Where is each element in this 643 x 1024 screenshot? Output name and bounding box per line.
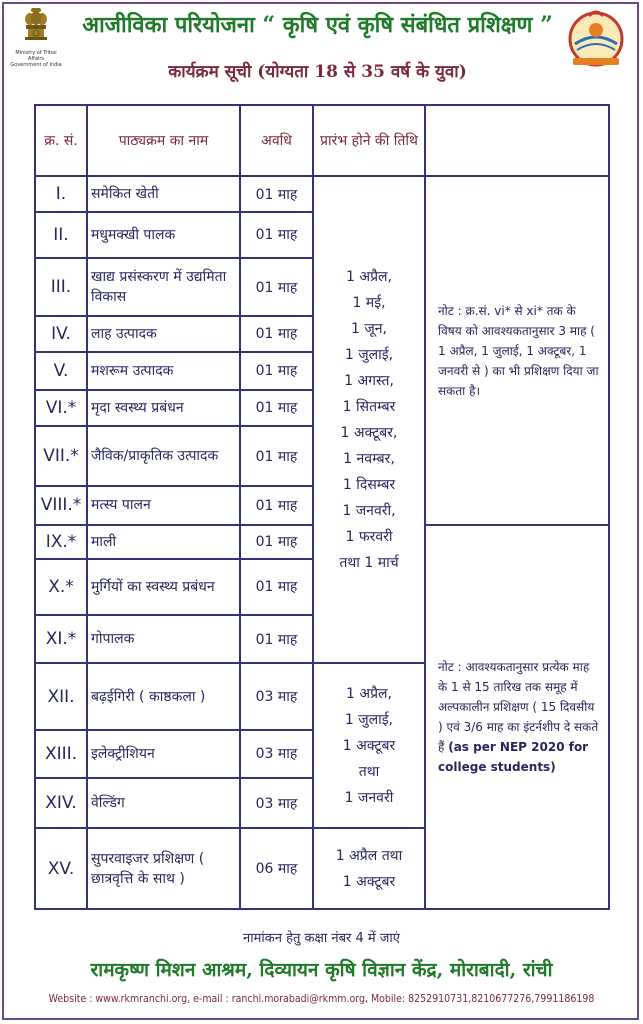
ramakrishna-mission-logo <box>565 8 627 70</box>
row-sno: III. <box>35 258 87 316</box>
date-line: 1 जुलाई, <box>344 711 394 728</box>
row-course: माली <box>87 525 240 559</box>
row-sno: VI.* <box>35 390 87 426</box>
row-duration: 01 माह <box>240 615 313 663</box>
date-line: 1 अगस्त, <box>344 372 394 389</box>
date-line: 1 जून, <box>351 320 387 337</box>
row-course: समेकित खेती <box>87 176 240 211</box>
row-sno: II. <box>35 212 87 258</box>
row-sno: VIII.* <box>35 486 87 524</box>
date-line: 1 अप्रैल, <box>346 685 392 702</box>
date-line: 1 दिसम्बर <box>342 476 396 493</box>
row-sno: IV. <box>35 316 87 351</box>
note-short-training: नोट : क्र.सं. vi* से xi* तक के विषय को आवश्यकतानुसार 3 माह ( 1 अप्रैल, 1 जुलाई, 1 अक्टूबर, 1 जनवरी से ) का भी प्रशिक्षण दिया जा सकता है। <box>425 176 609 524</box>
row-course: जैविक/प्राकृतिक उत्पादक <box>87 426 240 486</box>
row-course: इलेक्ट्रीशियन <box>87 730 240 778</box>
row-duration: 03 माह <box>240 663 313 729</box>
date-line: 1 मई, <box>352 294 386 311</box>
ashoka-emblem-icon <box>19 6 53 46</box>
row-sno: XIV. <box>35 778 87 828</box>
page-subtitle: कार्यक्रम सूची (योग्यता 18 से 35 वर्ष के युवा) <box>168 62 467 82</box>
header-course: पाठ्यक्रम का नाम <box>87 105 240 176</box>
row-sno: XII. <box>35 663 87 729</box>
header-sno: क्र. सं. <box>35 105 87 176</box>
row-duration: 03 माह <box>240 730 313 778</box>
table-row <box>35 176 609 211</box>
date-line: 1 नवम्बर, <box>343 450 395 467</box>
emblem-caption-government: Government of India <box>10 62 62 68</box>
date-line: 1 अक्टूबर, <box>340 424 398 441</box>
start-dates-half-yearly <box>313 828 425 909</box>
row-sno: XI.* <box>35 615 87 663</box>
row-duration: 01 माह <box>240 559 313 615</box>
row-duration: 01 माह <box>240 176 313 211</box>
note-internship-english: (as per NEP 2020 for college students) <box>438 739 589 774</box>
row-duration: 01 माह <box>240 426 313 486</box>
row-sno: I. <box>35 176 87 211</box>
row-duration: 01 माह <box>240 352 313 390</box>
table-header-row <box>35 105 609 176</box>
row-course: मृदा स्वस्थ्य प्रबंधन <box>87 390 240 426</box>
date-line: 1 अप्रैल, <box>346 268 392 285</box>
date-line: 1 अक्टूबर <box>342 873 396 890</box>
row-course: गोपालक <box>87 615 240 663</box>
course-schedule-table <box>34 104 610 910</box>
row-course: खाद्य प्रसंस्करण में उद्यमिता विकास <box>87 258 240 316</box>
row-duration: 01 माह <box>240 525 313 559</box>
row-sno: XV. <box>35 828 87 909</box>
date-line: 1 फरवरी <box>345 528 393 545</box>
contact-line: Website : www.rkmranchi.org, e-mail : ranchi.morabadi@rkmm.org, Mobile: 8252910731,8210677276,7991186198 <box>48 993 595 1005</box>
header-start-date: प्रारंभ होने की तिथि <box>313 105 425 176</box>
row-duration: 03 माह <box>240 778 313 828</box>
page-title: आजीविका परियोजना “ कृषि एवं कृषि संबंधित प्रशिक्षण ” <box>82 12 553 38</box>
row-sno: VII.* <box>35 426 87 486</box>
date-line: 1 अक्टूबर <box>342 737 396 754</box>
date-line: 1 सितम्बर <box>342 398 396 415</box>
row-course: लाह उत्पादक <box>87 316 240 351</box>
start-dates-quarterly <box>313 663 425 828</box>
date-line: तथा <box>358 763 380 780</box>
date-line: 1 जनवरी <box>344 789 394 806</box>
row-sno: X.* <box>35 559 87 615</box>
note-internship-hindi: नोट : आवश्यकतानुसार प्रत्येक माह के 1 से 15 तारिख तक समूह में अल्पकालीन प्रशिक्षण ( 15 दिवसीय ) एवं 3/6 माह का इंटर्नशीप दे सकते हैं <box>438 659 599 754</box>
row-duration: 01 माह <box>240 212 313 258</box>
start-dates-monthly <box>313 176 425 663</box>
date-line: तथा 1 मार्च <box>339 554 399 571</box>
row-course: सुपरवाइजर प्रशिक्षण ( छात्रवृत्ति के साथ ) <box>87 828 240 909</box>
emblem-caption-ministry: Ministry of Tribal Affairs <box>15 50 57 62</box>
header-duration: अवधि <box>240 105 313 176</box>
row-sno: IX.* <box>35 525 87 559</box>
row-duration: 01 माह <box>240 390 313 426</box>
row-sno: XIII. <box>35 730 87 778</box>
row-duration: 06 माह <box>240 828 313 909</box>
row-course: वेल्डिंग <box>87 778 240 828</box>
date-line: 1 अप्रैल तथा <box>335 847 403 864</box>
date-line: 1 जुलाई, <box>344 346 394 363</box>
date-line: 1 जनवरी, <box>342 502 396 519</box>
row-course: बढ़ईगिरी ( काष्ठकला ) <box>87 663 240 729</box>
organization-name: रामकृष्ण मिशन आश्रम, दिव्यायन कृषि विज्ञान केंद्र, मोराबादी, रांची <box>90 959 553 981</box>
row-duration: 01 माह <box>240 486 313 524</box>
note-internship <box>425 525 609 909</box>
row-duration: 01 माह <box>240 258 313 316</box>
government-emblem <box>10 6 62 66</box>
row-course: मशरूम उत्पादक <box>87 352 240 390</box>
row-course: मुर्गियों का स्वस्थ्य प्रबंधन <box>87 559 240 615</box>
enrollment-instruction: नामांकन हेतु कक्षा नंबर 4 में जाएं <box>243 931 400 946</box>
row-course: मधुमक्खी पालक <box>87 212 240 258</box>
row-sno: V. <box>35 352 87 390</box>
header-notes <box>425 105 609 176</box>
row-course: मत्स्य पालन <box>87 486 240 524</box>
row-duration: 01 माह <box>240 316 313 351</box>
